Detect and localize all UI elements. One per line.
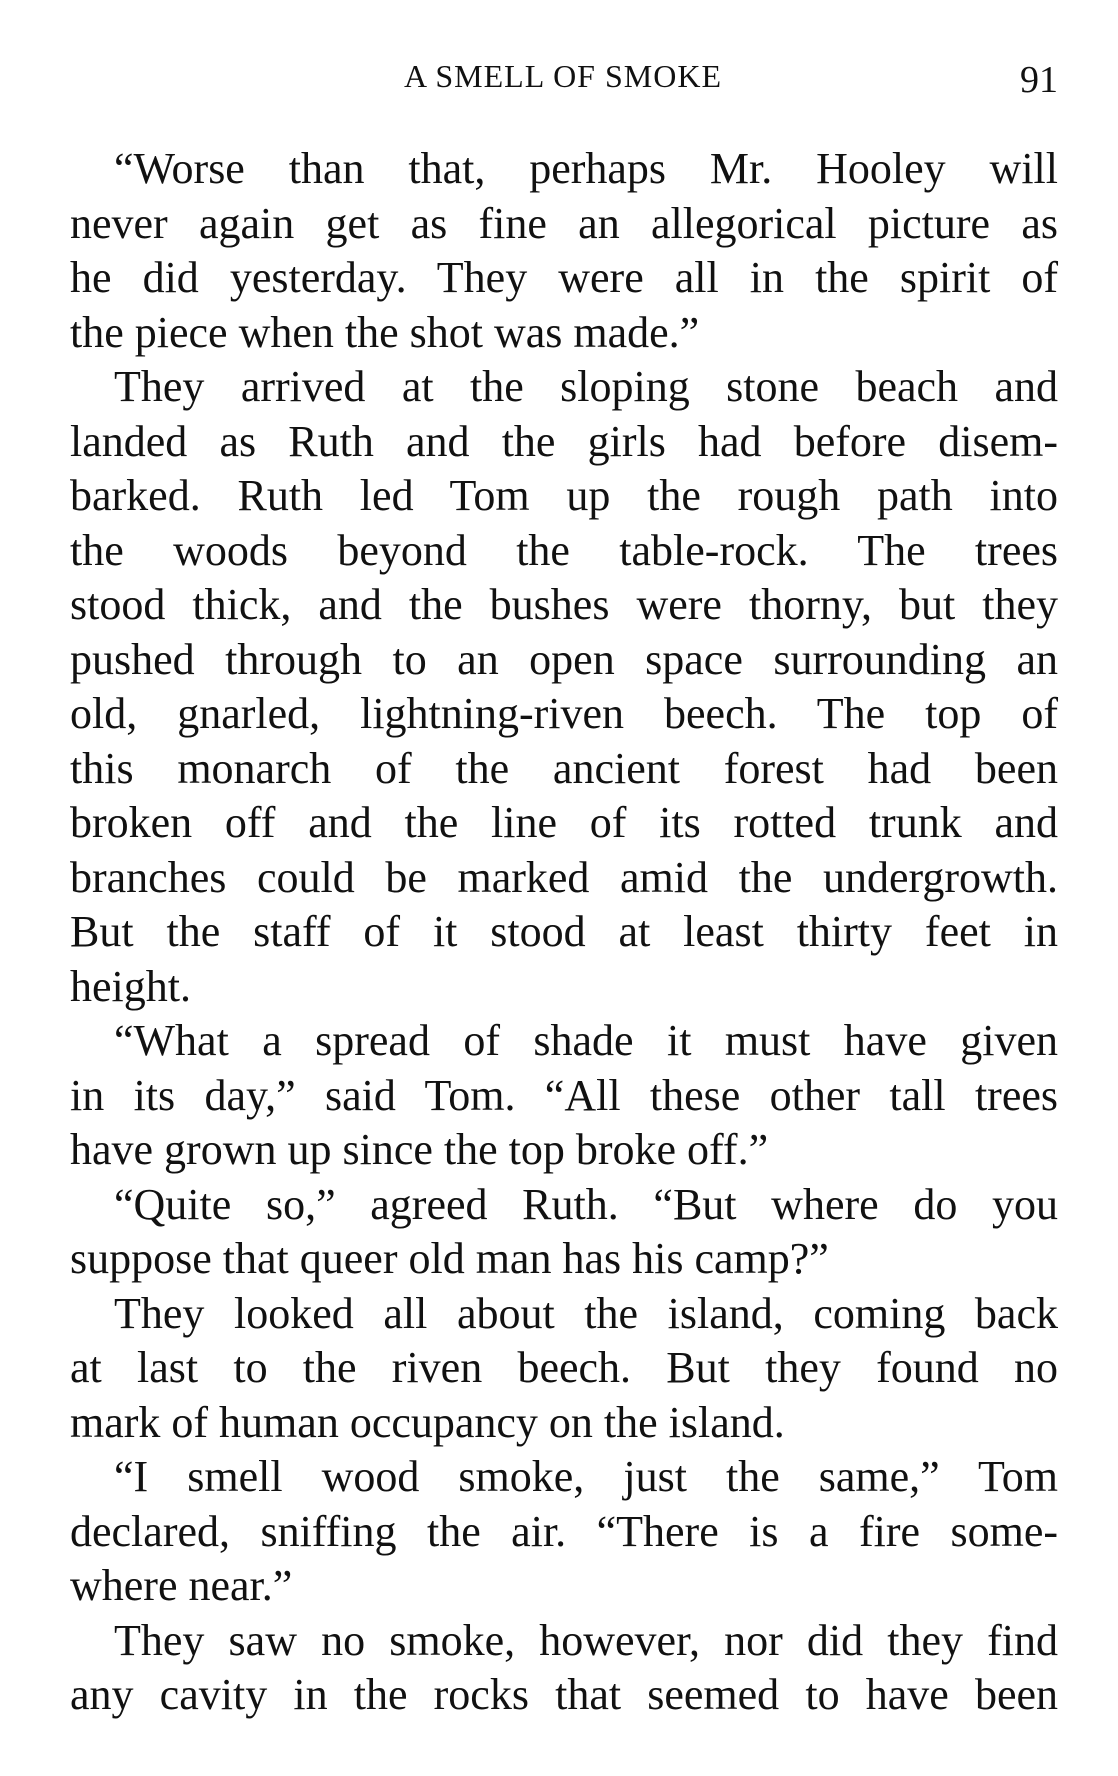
- text-line: “What a spread of shade it must have given: [114, 1016, 1058, 1065]
- text-line: But the staff of it stood at least thirty feet in: [70, 907, 1058, 956]
- text-line: any cavity in the rocks that seemed to have been: [70, 1670, 1058, 1719]
- text-line: “Worse than that, perhaps Mr. Hooley will: [114, 144, 1058, 193]
- text-line: he did yesterday. They were all in the spirit of: [70, 253, 1058, 302]
- text-line: at last to the riven beech. But they found no: [70, 1343, 1058, 1392]
- text-line: pushed through to an open space surrounding an: [70, 634, 1058, 684]
- text-line: mark of human occupancy on the island.: [70, 1397, 785, 1447]
- running-head: [68, 58, 1058, 104]
- running-title: A SMELL OF SMOKE: [404, 58, 722, 94]
- text-line: “I smell wood smoke, just the same,” Tom: [114, 1452, 1058, 1501]
- text-line: the woods beyond the table-rock. The trees: [70, 525, 1058, 575]
- text-line: They arrived at the sloping stone beach and: [114, 362, 1058, 411]
- text-line: landed as Ruth and the girls had before disem-: [70, 416, 1058, 466]
- text-line: declared, sniffing the air. “There is a fire some-: [70, 1506, 1058, 1556]
- text-line: They saw no smoke, however, nor did they find: [114, 1615, 1058, 1665]
- text-line: where near.”: [70, 1561, 293, 1610]
- text-line: “Quite so,” agreed Ruth. “But where do you: [114, 1179, 1058, 1229]
- text-line: height.: [70, 961, 191, 1011]
- text-line: branches could be marked amid the undergrowth.: [70, 852, 1058, 902]
- text-line: barked. Ruth led Tom up the rough path into: [70, 471, 1058, 520]
- text-line: have grown up since the top broke off.”: [70, 1125, 769, 1174]
- text-line: the piece when the shot was made.”: [70, 307, 700, 357]
- text-line: stood thick, and the bushes were thorny, but they: [70, 580, 1058, 629]
- text-line: suppose that queer old man has his camp?”: [70, 1234, 829, 1283]
- text-line: this monarch of the ancient forest had been: [70, 743, 1058, 793]
- text-line: They looked all about the island, coming back: [114, 1288, 1058, 1338]
- text-line: old, gnarled, lightning-riven beech. The top of: [70, 689, 1058, 738]
- body-text: [70, 142, 1058, 1723]
- text-line: never again get as fine an allegorical picture as: [70, 198, 1058, 248]
- text-line: in its day,” said Tom. “All these other tall trees: [70, 1070, 1058, 1120]
- page-number: 91: [1020, 59, 1058, 101]
- text-line: broken off and the line of its rotted trunk and: [70, 798, 1058, 847]
